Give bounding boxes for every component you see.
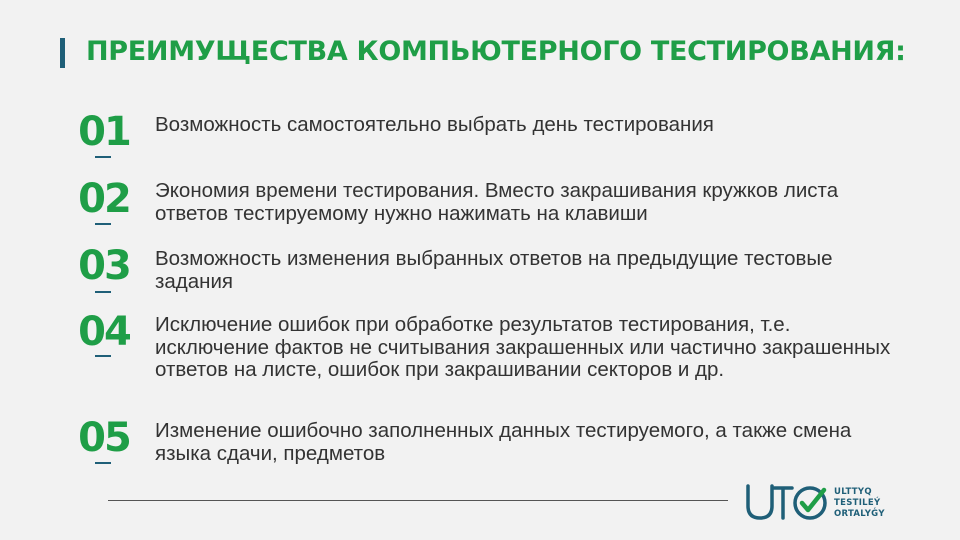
item-number-underline bbox=[95, 355, 111, 357]
logo-line: ORTALYǴY bbox=[834, 509, 885, 519]
item-text: Исключение ошибок при обработке результатов тестирования, т.е. исключение фактов не считывания закрашенных или частично закрашенных ответов на листе, ошибок при закрашивании секторов и др. bbox=[155, 313, 891, 381]
item-text: Возможность самостоятельно выбрать день тестирования bbox=[155, 113, 714, 136]
footer-divider bbox=[108, 500, 728, 501]
item-number: 02 bbox=[78, 176, 130, 222]
logo-wordmark bbox=[834, 487, 885, 520]
item-text: Изменение ошибочно заполненных данных тестируемого, а также смена языка сдачи, предметов bbox=[155, 419, 852, 465]
title-accent-bar bbox=[60, 38, 65, 68]
item-text: Возможность изменения выбранных ответов на предыдущие тестовые задания bbox=[155, 247, 833, 293]
logo-line: ULTTYQ bbox=[834, 487, 872, 497]
item-number-underline bbox=[95, 223, 111, 225]
item-number-underline bbox=[95, 156, 111, 158]
uto-logo-icon bbox=[744, 482, 830, 522]
item-number: 03 bbox=[78, 243, 130, 289]
item-text: Экономия времени тестирования. Вместо закрашивания кружков листа ответов тестируемому нужно нажимать на клавиши bbox=[155, 179, 839, 225]
item-number: 04 bbox=[78, 309, 130, 355]
item-number-underline bbox=[95, 462, 111, 464]
item-number: 01 bbox=[78, 109, 130, 155]
item-number-underline bbox=[95, 291, 111, 293]
logo-line: TESTILEÝ bbox=[834, 498, 881, 508]
item-number: 05 bbox=[78, 415, 130, 461]
page-title: ПРЕИМУЩЕСТВА КОМПЬЮТЕРНОГО ТЕСТИРОВАНИЯ: bbox=[86, 36, 906, 67]
